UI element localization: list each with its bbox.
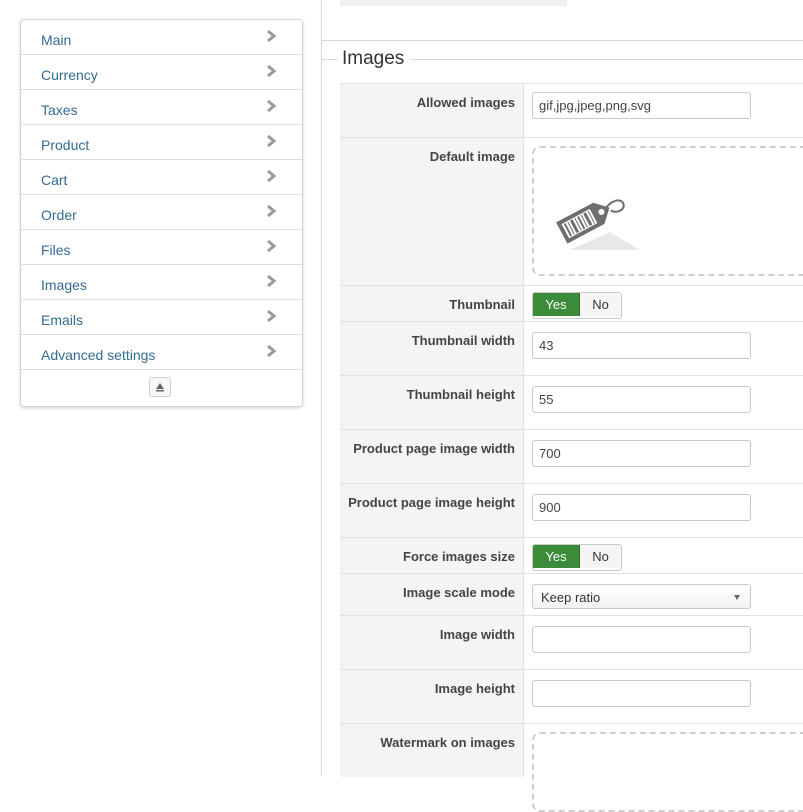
menu-item-cart[interactable] bbox=[21, 160, 302, 195]
menu-item-label: Currency bbox=[41, 67, 98, 83]
field-label: Force images size bbox=[403, 549, 515, 564]
caret-down-icon bbox=[734, 595, 740, 600]
menu-item-main[interactable] bbox=[21, 20, 302, 55]
field-label: Product page image height bbox=[348, 495, 515, 510]
row-image-width bbox=[340, 615, 803, 670]
force-images-size-yes-button[interactable]: Yes bbox=[533, 545, 580, 568]
menu-item-label: Cart bbox=[41, 172, 68, 188]
menu-item-label: Product bbox=[41, 137, 90, 153]
field-label: Watermark on images bbox=[380, 735, 515, 750]
menu-item-label: Main bbox=[41, 32, 72, 48]
thumbnail-height-input[interactable]: 55 bbox=[532, 386, 751, 413]
image-height-input[interactable] bbox=[532, 680, 751, 707]
chevron-right-icon bbox=[264, 309, 278, 323]
row-allowed-images bbox=[340, 83, 803, 138]
force-images-size-no-button[interactable]: No bbox=[580, 545, 621, 568]
select-value: Keep ratio bbox=[541, 590, 601, 605]
watermark-dropzone[interactable] bbox=[532, 732, 803, 812]
row-product-page-image-height bbox=[340, 483, 803, 538]
row-thumbnail-height bbox=[340, 375, 803, 430]
field-label: Image scale mode bbox=[403, 585, 515, 600]
price-tag-icon bbox=[550, 188, 640, 250]
chevron-right-icon bbox=[264, 239, 278, 253]
allowed-images-input[interactable]: gif,jpg,jpeg,png,svg bbox=[532, 92, 751, 119]
menu-item-label: Files bbox=[41, 242, 71, 258]
row-thumbnail-width bbox=[340, 321, 803, 376]
chevron-right-icon bbox=[264, 134, 278, 148]
section-legend: Images bbox=[342, 48, 405, 69]
thumbnail-yes-button[interactable]: Yes bbox=[533, 293, 580, 316]
menu-item-product[interactable] bbox=[21, 125, 302, 160]
row-default-image bbox=[340, 137, 803, 286]
chevron-right-icon bbox=[264, 29, 278, 43]
row-image-scale-mode bbox=[340, 573, 803, 616]
product-page-image-width-input[interactable]: 700 bbox=[532, 440, 751, 467]
product-page-image-height-input[interactable]: 900 bbox=[532, 494, 751, 521]
thumbnail-toggle bbox=[532, 292, 622, 319]
chevron-right-icon bbox=[264, 64, 278, 78]
menu-item-files[interactable] bbox=[21, 230, 302, 265]
row-image-height bbox=[340, 669, 803, 724]
settings-menu bbox=[20, 19, 303, 407]
field-label: Thumbnail bbox=[449, 297, 515, 312]
menu-item-taxes[interactable] bbox=[21, 90, 302, 125]
thumbnail-no-button[interactable]: No bbox=[580, 293, 621, 316]
image-width-input[interactable] bbox=[532, 626, 751, 653]
menu-item-label: Advanced settings bbox=[41, 347, 156, 363]
image-scale-mode-select[interactable] bbox=[532, 584, 751, 609]
thumbnail-width-input[interactable]: 43 bbox=[532, 332, 751, 359]
menu-item-label: Images bbox=[41, 277, 87, 293]
row-watermark-on-images bbox=[340, 723, 803, 777]
field-label: Image height bbox=[434, 681, 515, 696]
fieldset-border-right bbox=[410, 59, 803, 60]
chevron-right-icon bbox=[264, 204, 278, 218]
collapse-menu-button[interactable] bbox=[149, 377, 171, 397]
section-separator bbox=[321, 40, 803, 41]
field-label: Image width bbox=[439, 627, 515, 642]
menu-item-order[interactable] bbox=[21, 195, 302, 230]
default-image-dropzone[interactable] bbox=[532, 146, 803, 276]
menu-item-currency[interactable] bbox=[21, 55, 302, 90]
chevron-right-icon bbox=[264, 99, 278, 113]
field-label: Default image bbox=[429, 149, 515, 164]
force-images-size-toggle bbox=[532, 544, 622, 571]
menu-item-images[interactable] bbox=[21, 265, 302, 300]
field-label: Product page image width bbox=[353, 441, 515, 456]
chevron-right-icon bbox=[264, 274, 278, 288]
row-force-images-size bbox=[340, 537, 803, 574]
collapse-up-icon bbox=[155, 382, 165, 392]
menu-item-label: Emails bbox=[41, 312, 84, 328]
fieldset-border-left bbox=[321, 59, 338, 60]
chevron-right-icon bbox=[264, 169, 278, 183]
field-label: Thumbnail width bbox=[411, 333, 515, 348]
menu-item-label: Taxes bbox=[41, 102, 78, 118]
field-label: Thumbnail height bbox=[406, 387, 515, 402]
menu-item-label: Order bbox=[41, 207, 77, 223]
row-thumbnail bbox=[340, 285, 803, 322]
row-product-page-image-width bbox=[340, 429, 803, 484]
menu-item-emails[interactable] bbox=[21, 300, 302, 335]
menu-footer bbox=[21, 370, 302, 406]
field-label: Allowed images bbox=[416, 95, 515, 110]
chevron-right-icon bbox=[264, 344, 278, 358]
menu-item-advanced-settings[interactable] bbox=[21, 335, 302, 370]
content-divider bbox=[321, 0, 322, 776]
top-strip bbox=[340, 0, 567, 6]
